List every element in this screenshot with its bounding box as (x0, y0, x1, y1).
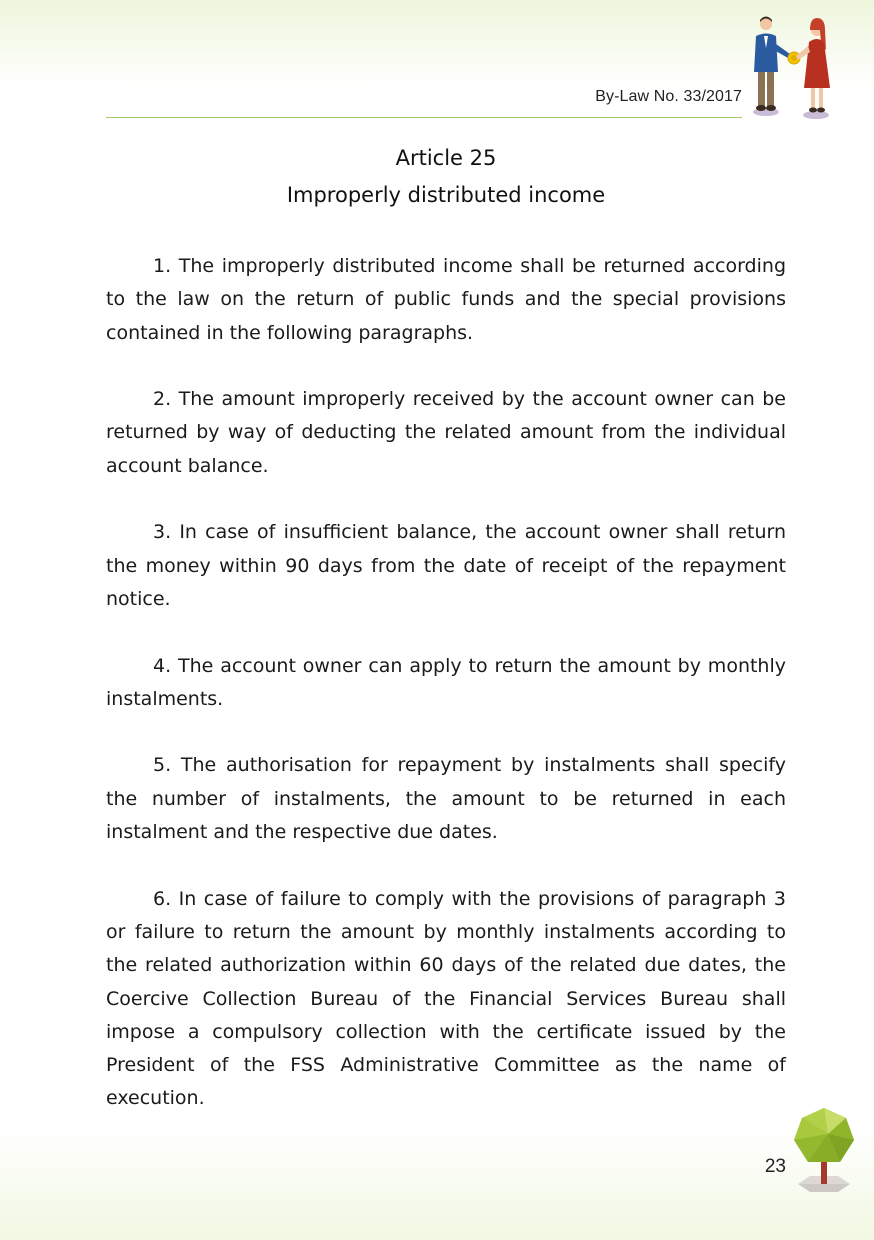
paragraph-1: 1. The improperly distributed income shall be returned according to the law on the return of public funds and the special provisions contained in the following paragraphs. (106, 255, 786, 344)
two-people-exchanging-coin-illustration (746, 14, 840, 122)
page-number: 23 (764, 1156, 786, 1177)
paragraph-4: 4. The account owner can apply to return the amount by monthly instalments. (106, 654, 786, 710)
article-heading: Improperly distributed income (286, 183, 606, 207)
paragraph-5: 5. The authorisation for repayment by instalments shall specify the number of instalments, the amount to be returned in each instalment and the respective due dates. (106, 754, 786, 844)
page-header (106, 88, 742, 118)
paragraph-2: 2. The amount improperly received by the account owner can be returned by way of deducting the related amount from the individual account balance. (106, 388, 786, 477)
paragraph-3: 3. In case of insufficient balance, the account owner shall return the money within 90 days from the date of receipt of the repayment notice. (106, 521, 786, 610)
article-body (106, 250, 786, 1149)
header-divider (106, 117, 742, 118)
document-title: By-Law No. 33/2017 (595, 88, 742, 105)
article-number: Article 25 (395, 146, 497, 170)
low-poly-tree-illustration (788, 1104, 860, 1200)
paragraph-6: 6. In case of failure to comply with the provisions of paragraph 3 or failure to return the amount by monthly instalments according to the related authorization within 60 days of the related due dates, the Coercive Collection Bureau of the Financial Services Bureau shall impose a compulsory collection with the certificate issued by the President of the FSS Administrative Committee as the name of execution. (106, 887, 786, 1110)
